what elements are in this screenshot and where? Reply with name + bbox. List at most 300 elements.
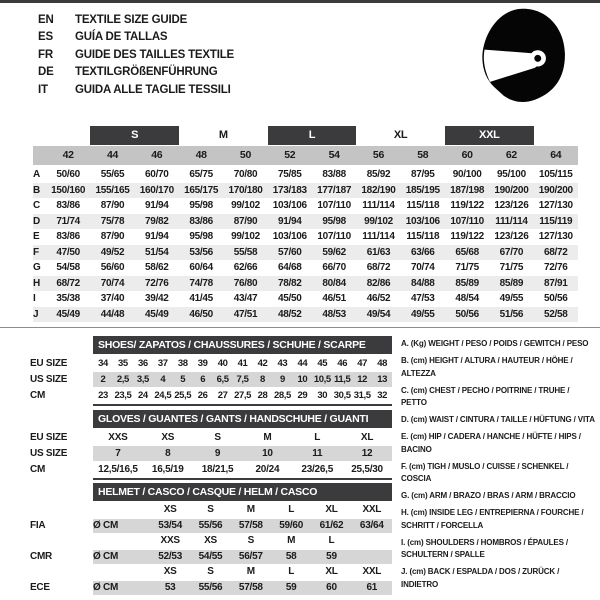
helmet-row-data [93, 519, 392, 534]
shoes-size-value: 2,5 [116, 374, 129, 385]
legend-item: E. (cm) HIP / CADERA / HANCHE / HÜFTE / HIPS / BACINO [401, 432, 581, 454]
page-top-border [0, 0, 600, 3]
measurement-value: 60/64 [189, 262, 213, 273]
measurement-value: 67/70 [499, 246, 524, 258]
helmet-size-value: S [207, 566, 214, 577]
shoes-size-value: 31,5 [353, 390, 371, 401]
helmet-unit-label [93, 503, 150, 518]
measurement-cells [46, 167, 578, 183]
measurement-value: 119/122 [450, 231, 484, 242]
helmet-size-value: 53 [164, 581, 176, 593]
helmet-size-value: XXL [362, 504, 382, 515]
measurement-value: 127/130 [538, 200, 573, 211]
helmet-cells [150, 550, 392, 565]
numeric-size-header: 60 [461, 149, 473, 161]
legend-item: A. (Kg) WEIGHT / PESO / POIDS / GEWITCH / PESO [401, 339, 589, 348]
shoes-size-value: 13 [377, 374, 387, 385]
measurement-cells [46, 276, 578, 292]
shoes-cells [93, 388, 392, 403]
helmet-size-value: XXS [160, 535, 180, 546]
measurement-value: 190/200 [494, 184, 529, 196]
language-code: IT [38, 83, 48, 96]
helmet-size-value: M [287, 535, 296, 546]
gloves-size-value: 10 [262, 448, 273, 459]
measurement-value: 83/86 [189, 215, 213, 227]
helmet-size-value: 53/54 [158, 519, 183, 531]
helmet-size-value: 63/64 [359, 519, 384, 531]
shoes-row [30, 356, 392, 371]
measurement-row [33, 260, 578, 276]
shoes-bottom-rule [93, 404, 392, 406]
legend-item: G. (cm) ARM / BRAZO / BRAS / ARM / BRACCIO [401, 491, 576, 500]
measurement-value: 105/115 [539, 169, 573, 180]
measurement-value: 44/48 [100, 308, 125, 320]
numeric-size-cells [46, 146, 578, 165]
gloves-size-value: 12 [361, 448, 373, 459]
measurement-row [33, 291, 578, 307]
measurement-value: 58/62 [145, 262, 169, 273]
measurement-value: 50/56 [544, 293, 568, 304]
shoes-size-value: 41 [237, 358, 248, 369]
textile-size-table [33, 126, 578, 322]
helmet-unit-label [93, 534, 150, 549]
measurement-value: 48/53 [322, 308, 346, 320]
measurement-value: 99/102 [231, 200, 260, 211]
gloves-row [30, 446, 392, 461]
measurement-value: 79/82 [145, 215, 169, 227]
gloves-size-value: 8 [165, 448, 171, 459]
language-row [38, 11, 234, 29]
measurement-value: 190/200 [538, 184, 573, 196]
helmet-size-value: M [246, 504, 255, 515]
language-code: ES [38, 31, 53, 44]
numeric-size-header: 48 [195, 149, 207, 161]
shoes-size-value: 24 [137, 390, 148, 401]
measurement-row-label: J [33, 308, 39, 320]
measurement-value: 46/51 [322, 293, 346, 304]
numeric-size-header: 54 [328, 149, 340, 161]
measurement-value: 76/80 [233, 277, 258, 289]
language-code: DE [38, 66, 54, 79]
helmet-rows [30, 503, 392, 595]
gloves-row [30, 462, 392, 477]
measurement-value: 87/90 [233, 215, 258, 227]
measurement-value: 50/56 [455, 308, 479, 320]
shoes-cells [93, 356, 392, 371]
language-row [38, 64, 234, 82]
shoes-table [30, 336, 392, 406]
helmet-standard-label [30, 534, 93, 549]
gloves-size-value: 16,5/19 [151, 464, 184, 475]
helmet-standard-label: FIA [30, 519, 46, 531]
language-title: TEXTILGRÖßENFÜHRUNG [75, 66, 218, 79]
helmet-row [30, 534, 392, 549]
measurement-cells [46, 229, 578, 245]
helmet-row [30, 565, 392, 580]
language-row [38, 29, 234, 47]
measurement-row [33, 229, 578, 245]
shoes-size-value: 9 [279, 374, 285, 385]
shoes-size-value: 11,5 [334, 374, 351, 385]
helmet-size-value: XL [325, 504, 338, 515]
helmet-size-value: S [247, 535, 255, 546]
shoes-size-value: 10 [297, 374, 308, 385]
language-title: GUÍA DE TALLAS [75, 31, 168, 44]
numeric-size-header: 42 [62, 149, 74, 161]
shoes-row [30, 372, 392, 387]
measurement-cells [46, 183, 578, 199]
measurement-value: 91/94 [278, 215, 302, 227]
shoes-row-label: CM [30, 390, 46, 401]
measurement-value: 50/60 [56, 169, 80, 180]
measurement-value: 68/72 [366, 262, 391, 273]
size-group-header-row [33, 126, 578, 145]
helmet-table [30, 483, 392, 596]
shoes-size-value: 23 [98, 390, 108, 401]
helmet-row [30, 503, 392, 518]
helmet-cells [150, 534, 392, 549]
measurement-value: 49/55 [411, 308, 435, 320]
measurement-value: 123/126 [494, 231, 529, 242]
measurement-value: 59/62 [322, 246, 346, 258]
helmet-size-value [352, 534, 392, 549]
language-title: GUIDE DES TAILLES TEXTILE [75, 48, 234, 61]
size-group-m: M [218, 129, 228, 141]
gloves-row-label: EU SIZE [30, 432, 68, 443]
language-title: TEXTILE SIZE GUIDE [75, 13, 188, 26]
measurement-row-label: A [33, 169, 40, 180]
measurement-value: 65/75 [189, 169, 213, 180]
measurement-value: 91/94 [145, 231, 169, 242]
measurement-value: 53/56 [189, 246, 213, 258]
shoes-size-value: 44 [297, 358, 308, 369]
gloves-cells [93, 462, 392, 477]
measurement-value: 68/72 [56, 277, 80, 289]
helmet-size-value: XS [204, 535, 217, 546]
measurement-value: 43/47 [233, 293, 258, 304]
shoes-size-value: 38 [177, 358, 188, 369]
shoes-size-value: 36 [137, 358, 148, 369]
measurement-value: 48/54 [455, 293, 479, 304]
legend-item: F. (cm) TIGH / MUSLO / CUISSE / SCHENKEL / COSCIA [401, 461, 569, 483]
helmet-size-value: 59 [285, 581, 297, 593]
helmet-row-data [93, 550, 392, 565]
helmet-size-value: 56/57 [238, 550, 263, 562]
helmet-size-value: 55/56 [198, 581, 223, 593]
helmet-standard-label: ECE [30, 581, 50, 593]
shoes-size-value: 35 [118, 358, 128, 369]
measurement-value: 55/58 [233, 246, 258, 258]
measurement-value: 103/106 [272, 200, 307, 211]
shoes-header-spacer [30, 336, 93, 354]
helmet-title: HELMET / CASCO / CASQUE / HELM / CASCO [93, 483, 392, 501]
measurement-value: 51/54 [145, 246, 169, 258]
measurement-row [33, 245, 578, 261]
measurement-value: 177/187 [317, 184, 352, 196]
measurement-value: 65/68 [455, 246, 479, 258]
shoes-size-value: 30 [317, 390, 328, 401]
measurement-value: 160/170 [139, 184, 174, 196]
helmet-header-spacer [30, 483, 93, 501]
shoes-size-value: 25,5 [174, 390, 192, 401]
shoes-size-value: 27,5 [234, 390, 251, 401]
shoes-size-value: 10,5 [313, 374, 331, 385]
language-title-block [38, 11, 234, 99]
measurement-value: 71/75 [455, 262, 479, 273]
shoes-size-value: 48 [377, 358, 387, 369]
gloves-size-value: M [263, 432, 272, 443]
numeric-size-header: 52 [284, 149, 296, 161]
measurement-rows [33, 167, 578, 322]
measurement-value: 83/88 [322, 169, 346, 180]
helmet-row-data [93, 534, 392, 549]
gloves-cells [93, 430, 392, 445]
shoes-size-value: 23,5 [114, 390, 132, 401]
measurement-value: 91/94 [145, 200, 169, 211]
helmet-size-value: 58 [285, 550, 297, 562]
numeric-size-header: 64 [550, 149, 562, 161]
measurement-value: 66/70 [322, 262, 346, 273]
shoes-size-value: 47 [357, 358, 368, 369]
size-group-s: S [90, 126, 179, 145]
measurement-row-label: C [33, 200, 40, 211]
gloves-size-value: S [214, 432, 221, 443]
measurement-value: 49/54 [366, 308, 391, 320]
gloves-size-value: XXS [108, 432, 128, 443]
measurement-value: 45/49 [145, 308, 169, 320]
shoes-size-value: 29 [297, 390, 308, 401]
helmet-size-value: M [246, 566, 255, 577]
measurement-value: 63/66 [411, 246, 435, 258]
helmet-size-value: 59 [326, 550, 337, 562]
legend-item: H. (cm) INSIDE LEG / ENTREPIERNA / FOURCHE / SCHRITT / FORCELLA [401, 508, 584, 530]
helmet-row [30, 550, 392, 565]
gloves-size-value: 12,5/16,5 [98, 464, 138, 475]
helmet-size-value: 59/60 [279, 519, 304, 531]
helmet-standard-label [30, 503, 93, 518]
measurement-value: 83/86 [56, 200, 80, 211]
measurement-value: 107/110 [450, 215, 484, 227]
language-title: GUIDA ALLE TAGLIE TESSILI [75, 83, 231, 96]
shoes-size-value: 32 [377, 390, 387, 401]
measurement-value: 46/50 [189, 308, 213, 320]
shoes-size-value: 45 [317, 358, 328, 369]
helmet-row-data [93, 503, 392, 518]
measurement-value: 173/183 [272, 184, 307, 196]
measurement-value: 165/175 [184, 184, 219, 196]
measurement-value: 115/118 [406, 231, 440, 242]
size-group-xxl: XXL [445, 126, 534, 145]
measurement-value: 103/106 [405, 215, 440, 227]
size-group-xl: XL [393, 129, 408, 141]
group-header-tail [534, 126, 578, 145]
measurement-value: 46/52 [366, 293, 391, 304]
measurement-legend [401, 338, 597, 596]
measurement-value: 39/42 [145, 293, 169, 304]
helmet-unit-label: Ø CM [93, 519, 119, 531]
shoes-size-value: 39 [197, 358, 208, 369]
measurement-value: 103/106 [272, 231, 307, 242]
measurement-value: 72/76 [145, 277, 169, 289]
gloves-size-value: XL [360, 432, 374, 443]
numeric-size-header: 50 [239, 149, 252, 161]
shoes-size-value: 40 [217, 358, 228, 369]
numeric-size-header: 62 [505, 149, 517, 161]
measurement-value: 123/126 [494, 200, 529, 211]
gloves-header [30, 410, 392, 428]
measurement-cells [46, 245, 578, 261]
helmet-size-value: 55/56 [198, 519, 223, 531]
gloves-size-value: XS [161, 432, 175, 443]
measurement-value: 75/85 [278, 169, 302, 180]
measurement-row [33, 183, 578, 199]
measurement-row-label: H [33, 277, 40, 289]
measurement-value: 85/89 [499, 277, 524, 289]
measurement-value: 51/56 [499, 308, 524, 320]
gloves-size-value: 11 [312, 448, 323, 459]
shoes-size-value: 30,5 [333, 390, 351, 401]
shoes-row [30, 388, 392, 403]
measurement-value: 155/165 [95, 184, 130, 196]
numeric-size-header: 58 [417, 149, 429, 161]
measurement-value: 111/114 [362, 231, 395, 242]
measurement-value: 48/52 [278, 308, 302, 320]
legend-item: I. (cm) SHOULDERS / HOMBROS / ÉPAULES / SCHULTERN / SPALLE [401, 537, 568, 559]
legend-item: D. (cm) WAIST / CINTURA / TAILLE / HÜFTUNG / VITA [401, 415, 595, 424]
measurement-value: 45/50 [278, 293, 302, 304]
helmet-row-data [93, 565, 392, 580]
measurement-value: 95/98 [322, 215, 346, 227]
shoes-size-value: 6,5 [216, 374, 229, 385]
measurement-value: 62/66 [233, 262, 258, 273]
shoes-size-value: 26 [197, 390, 208, 401]
measurement-value: 70/74 [100, 277, 125, 289]
language-row [38, 46, 234, 64]
measurement-value: 60/70 [145, 169, 169, 180]
measurement-value: 85/89 [455, 277, 479, 289]
measurement-value: 99/102 [231, 231, 260, 242]
shoes-size-value: 34 [98, 358, 108, 369]
gloves-row-label: CM [30, 464, 46, 475]
measurement-value: 52/58 [544, 308, 568, 320]
gloves-row-label: US SIZE [30, 448, 68, 459]
helmet-row [30, 581, 392, 596]
gloves-rows [30, 430, 392, 477]
section-divider [0, 327, 600, 328]
measurement-value: 111/114 [362, 200, 395, 211]
group-header-spacer [33, 126, 90, 145]
shoes-size-value: 5 [180, 374, 186, 385]
measurement-value: 87/91 [544, 277, 568, 289]
shoes-row-label: EU SIZE [30, 358, 68, 369]
shoes-rows [30, 356, 392, 403]
measurement-value: 84/88 [411, 277, 435, 289]
measurement-value: 82/86 [366, 277, 391, 289]
shoes-size-value: 2 [100, 374, 106, 385]
numeric-size-header-row [33, 146, 578, 165]
measurement-row-label: F [33, 246, 39, 258]
measurement-value: 56/60 [100, 262, 125, 273]
measurement-row [33, 167, 578, 183]
shoes-size-value: 12 [357, 374, 368, 385]
measurement-value: 87/90 [100, 231, 125, 242]
measurement-value: 182/190 [361, 184, 396, 196]
helmet-size-value: XS [163, 566, 177, 577]
language-row [38, 81, 234, 99]
measurement-value: 49/52 [100, 246, 125, 258]
measurement-value: 87/90 [100, 200, 125, 211]
measurement-value: 99/102 [364, 215, 393, 227]
gloves-header-spacer [30, 410, 93, 428]
helmet-size-value: XS [163, 504, 177, 515]
measurement-value: 54/58 [56, 262, 80, 273]
gloves-size-value: 9 [214, 448, 221, 459]
measurement-cells [46, 291, 578, 307]
gloves-table [30, 410, 392, 480]
measurement-value: 57/60 [278, 246, 302, 258]
measurement-row [33, 276, 578, 292]
helmet-row-data [93, 581, 392, 596]
measurement-row-label: I [33, 293, 36, 304]
measurement-value: 70/80 [233, 169, 258, 180]
shoes-size-value: 24,5 [154, 390, 172, 401]
shoes-size-value: 28,5 [273, 390, 291, 401]
shoes-size-value: 27 [217, 390, 228, 401]
helmet-size-value: 61/62 [319, 519, 344, 531]
gloves-size-value: 7 [115, 448, 121, 459]
measurement-value: 55/65 [100, 169, 125, 180]
measurement-value: 83/86 [56, 231, 80, 242]
measurement-value: 49/55 [499, 293, 524, 304]
helmet-unit-label: Ø CM [93, 550, 119, 562]
helmet-cells [150, 565, 392, 580]
measurement-value: 70/74 [411, 262, 435, 273]
language-code: FR [38, 48, 53, 61]
measurement-value: 71/74 [56, 215, 80, 227]
measurement-value: 187/198 [450, 184, 485, 196]
measurement-cells [46, 307, 578, 323]
measurement-value: 45/49 [56, 308, 80, 320]
measurement-row-label: D [33, 215, 40, 227]
gloves-size-value: 20/24 [255, 464, 280, 475]
shoes-size-value: 37 [157, 358, 168, 369]
measurement-value: 85/92 [366, 169, 391, 180]
shoes-size-value: 42 [257, 358, 268, 369]
measurement-value: 61/63 [366, 246, 391, 258]
gloves-cells [93, 446, 392, 461]
measurement-value: 170/180 [228, 184, 263, 196]
measurement-value: 119/122 [450, 200, 484, 211]
shoes-size-value: 43 [277, 358, 288, 369]
racing-helmet-icon [468, 4, 574, 106]
measurement-value: 115/118 [406, 200, 440, 211]
helmet-cells [150, 503, 392, 518]
numeric-size-header: 44 [106, 149, 119, 161]
helmet-cells [150, 581, 392, 596]
helmet-size-value: 57/58 [238, 519, 263, 531]
measurement-value: 47/50 [56, 246, 80, 258]
helmet-size-value: XXL [362, 566, 382, 577]
gloves-title: GLOVES / GUANTES / GANTS / HANDSCHUHE / GUANTI [93, 410, 392, 428]
measurement-value: 41/45 [189, 293, 213, 304]
shoes-title: SHOES/ ZAPATOS / CHAUSSURES / SCHUHE / SCARPE [93, 336, 392, 354]
legend-item: J. (cm) BACK / ESPALDA / DOS / ZURÜCK / INDIETRO [401, 567, 560, 589]
measurement-row [33, 198, 578, 214]
helmet-standard-label: CMR [30, 550, 53, 562]
measurement-value: 78/82 [278, 277, 302, 289]
measurement-value: 47/51 [233, 308, 258, 320]
size-group-l: L [268, 126, 357, 145]
